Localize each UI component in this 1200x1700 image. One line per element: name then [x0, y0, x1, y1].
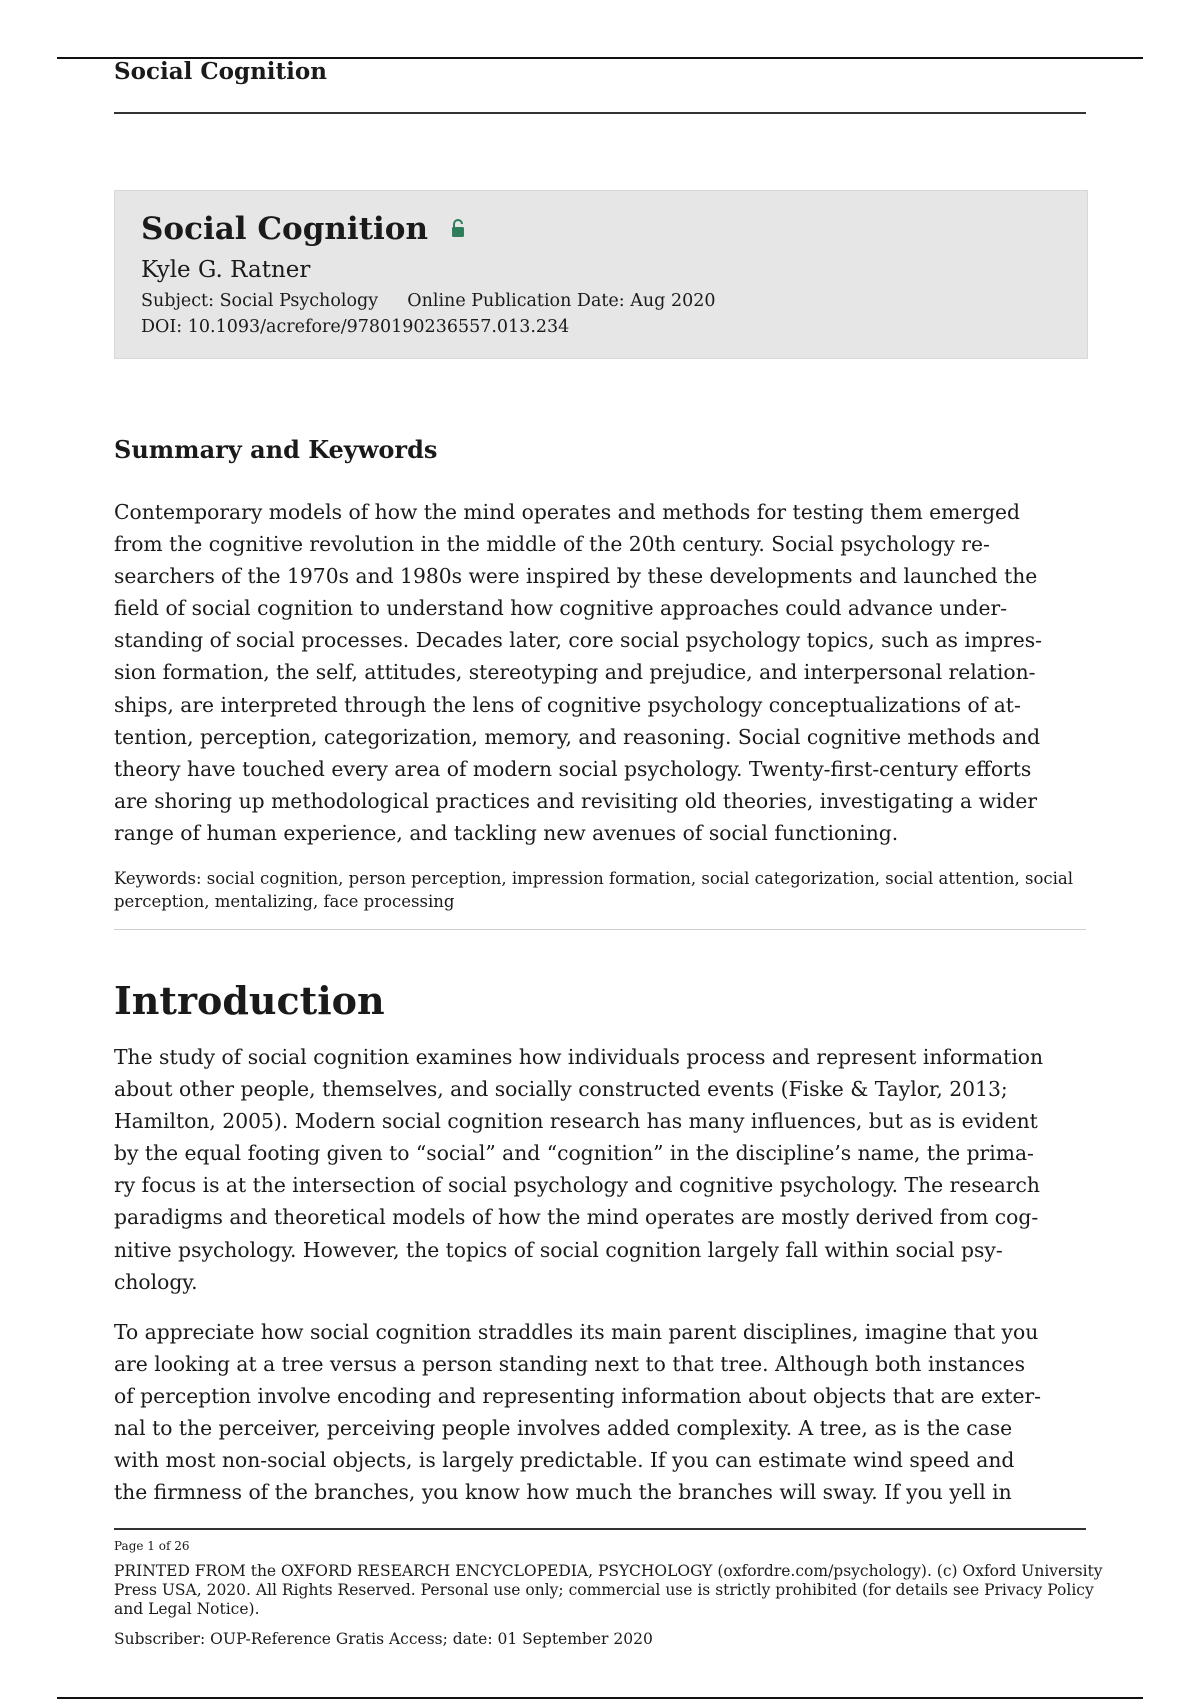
doi-line — [141, 315, 569, 339]
subject-value: Social Psychology — [219, 291, 379, 311]
summary-line: field of social cognition to understand how cognitive approaches could advance under- — [114, 596, 1008, 621]
article-metadata-box — [114, 190, 1088, 359]
summary-paragraph — [114, 496, 1089, 849]
keywords-line: Keywords: social cognition, person perception, impression formation, social categorization, social attention, social — [114, 869, 1074, 888]
summary-line: standing of social processes. Decades later, core social psychology topics, such as impres- — [114, 628, 1043, 653]
page-bottom-rule — [57, 1697, 1143, 1699]
summary-line: ships, are interpreted through the lens of cognitive psychology conceptualizations of at- — [114, 692, 1021, 717]
keywords-line: perception, mentalizing, face processing — [114, 891, 455, 911]
introduction-heading: Introduction — [114, 978, 385, 1023]
doi-label: DOI: — [141, 317, 183, 337]
paragraph-line: nal to the perceiver, perceiving people involves added complexity. A tree, as is the case — [114, 1416, 1013, 1441]
paragraph-line: the firmness of the branches, you know how much the branches will sway. If you yell in — [114, 1480, 1012, 1505]
summary-divider — [114, 929, 1086, 930]
subscriber-info: Subscriber: OUP-Reference Gratis Access; date: 01 September 2020 — [114, 1630, 653, 1648]
article-title: Social Cognition — [141, 211, 429, 247]
paragraph-line: by the equal footing given to “social” and “cognition” in the discipline’s name, the prima- — [114, 1141, 1034, 1166]
summary-line: Contemporary models of how the mind operates and methods for testing them emerged — [114, 500, 1021, 524]
summary-line: are shoring up methodological practices and revisiting old theories, investigating a wider — [114, 788, 1038, 813]
paragraph-line: paradigms and theoretical models of how the mind operates are mostly derived from cog- — [114, 1205, 1039, 1230]
pub-date-value: Aug 2020 — [630, 291, 716, 311]
summary-line: tention, perception, categorization, memory, and reasoning. Social cognitive methods and — [114, 724, 1041, 749]
copyright-line: Press USA, 2020. All Rights Reserved. Personal use only; commercial use is strictly prohibited (for details see Privacy Policy — [114, 1581, 1094, 1599]
paragraph-line: are looking at a tree versus a person standing next to that tree. Although both instances — [114, 1352, 1025, 1377]
paragraph-line: To appreciate how social cognition straddles its main parent disciplines, imagine that you — [114, 1320, 1039, 1344]
summary-line: searchers of the 1970s and 1980s were inspired by these developments and launched the — [114, 564, 1038, 589]
doi-value[interactable]: 10.1093/acrefore/9780190236557.013.234 — [187, 317, 570, 337]
summary-line: range of human experience, and tackling new avenues of social functioning. — [114, 820, 899, 845]
pub-date-label: Online Publication Date: — [407, 291, 625, 311]
introduction-paragraph-2 — [114, 1316, 1089, 1509]
copyright-line: and Legal Notice). — [114, 1600, 260, 1618]
paragraph-line: Hamilton, 2005). Modern social cognition research has many influences, but as is evident — [114, 1109, 1038, 1134]
subject-label: Subject: — [141, 291, 214, 311]
open-lock-icon — [451, 208, 465, 248]
keywords — [114, 868, 1089, 913]
paragraph-line: with most non-social objects, is largely predictable. If you can estimate wind speed and — [114, 1448, 1015, 1473]
copyright-notice — [114, 1562, 1103, 1619]
paragraph-line: chology. — [114, 1269, 198, 1294]
summary-heading: Summary and Keywords — [114, 435, 438, 464]
header-divider — [114, 112, 1086, 114]
copyright-line: PRINTED FROM the OXFORD RESEARCH ENCYCLOPEDIA, PSYCHOLOGY (oxfordre.com/psychology). (c) Oxford University — [114, 1562, 1103, 1580]
paragraph-line: The study of social cognition examines how individuals process and represent information — [114, 1045, 1044, 1069]
running-head: Social Cognition — [114, 58, 327, 85]
paragraph-line: ry focus is at the intersection of social psychology and cognitive psychology. The research — [114, 1173, 1040, 1198]
summary-line: theory have touched every area of modern social psychology. Twenty-first-century efforts — [114, 756, 1032, 781]
paragraph-line: nitive psychology. However, the topics of social cognition largely fall within social psy- — [114, 1237, 1003, 1262]
footer-divider — [114, 1528, 1086, 1530]
article-title-row — [141, 209, 465, 249]
summary-line: from the cognitive revolution in the middle of the 20th century. Social psychology re- — [114, 532, 990, 557]
paragraph-line: about other people, themselves, and socially constructed events (Fiske & Taylor, 2013; — [114, 1077, 1008, 1102]
article-author: Kyle G. Ratner — [141, 257, 311, 283]
summary-line: sion formation, the self, attitudes, stereotyping and prejudice, and interpersonal relation- — [114, 660, 1036, 685]
page-number: Page 1 of 26 — [114, 1539, 190, 1553]
introduction-paragraph-1 — [114, 1041, 1089, 1298]
subject-date-line — [141, 289, 715, 313]
paragraph-line: of perception involve encoding and representing information about objects that are exter- — [114, 1384, 1042, 1409]
